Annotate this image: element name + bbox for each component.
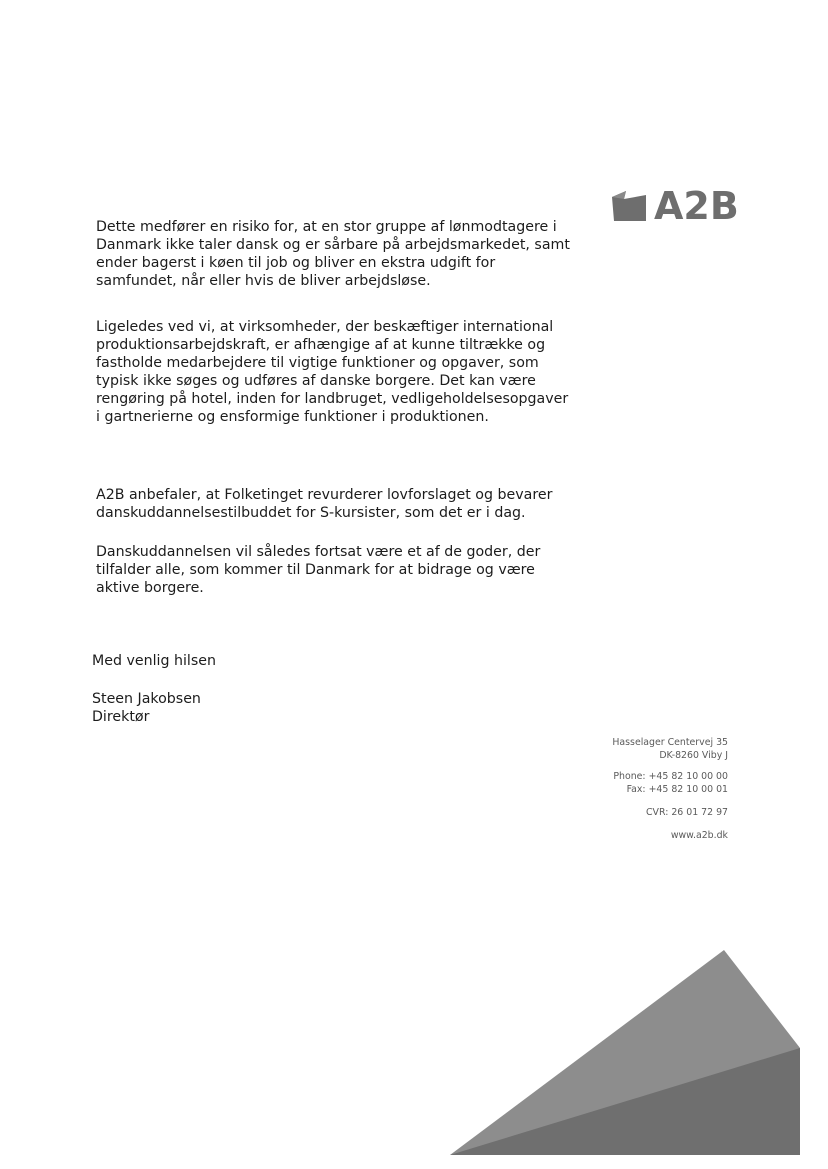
address-cvr: CVR: 26 01 72 97 <box>646 807 728 818</box>
closing-greeting: Med venlig hilsen <box>92 653 216 669</box>
body-paragraph-workforce: Ligeledes ved vi, at virksomheder, der beskæftiger international produktionsarbejdskraft, er afhængige af at kunne tiltrække og fastholde medarbejdere til vigtige funktioner og opgaver, som typisk ikke søges og udføres af danske borgere. Det kan være rengøring på hotel, inden for landbruget, vedligeholdelsesopgaver i gartnerierne og ensformige funktioner i produktionen. <box>96 319 569 425</box>
address-street: Hasselager Centervej 35 <box>612 737 728 748</box>
signer-name: Steen Jakobsen <box>92 691 201 707</box>
address-website: www.a2b.dk <box>670 830 728 841</box>
signer-title: Direktør <box>92 709 150 725</box>
address-phone: Phone: +45 82 10 00 00 <box>613 771 728 782</box>
body-paragraph-risk: Dette medfører en risiko for, at en stor gruppe af lønmodtagere i Danmark ikke taler dansk og er sårbare på arbejdsmarkedet, samt ender bagerst i køen til job og bliver en ekstra udgift for samfundet, når eller hvis de bliver arbejdsløse. <box>96 219 570 289</box>
body-paragraph-recommendation: A2B anbefaler, at Folketinget revurderer lovforslaget og bevarer danskuddannelsestilbuddet for S-kursister, som det er i dag. <box>96 487 553 521</box>
address-city: DK-8260 Viby J <box>659 750 728 761</box>
address-fax: Fax: +45 82 10 00 01 <box>626 784 728 795</box>
body-paragraph-conclusion: Danskuddannelsen vil således fortsat være et af de goder, der tilfalder alle, som kommer til Danmark for at bidrage og være aktive borgere. <box>96 544 541 596</box>
logo-text: A2B <box>654 184 739 228</box>
